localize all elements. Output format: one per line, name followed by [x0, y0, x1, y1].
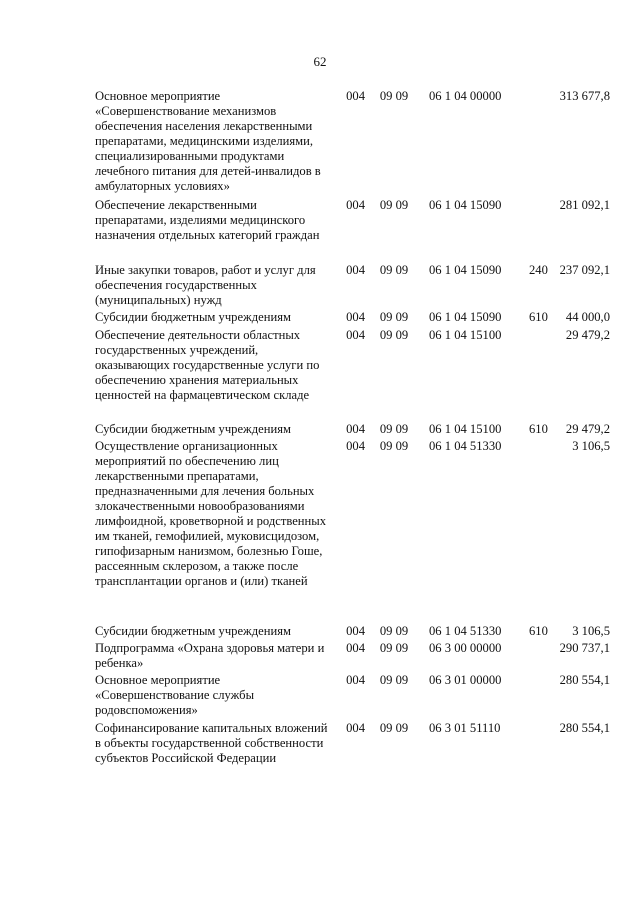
row-sum: 313 677,8 [559, 89, 610, 103]
row-sum: 29 479,2 [565, 422, 610, 436]
row-rzpr: 09 09 [379, 641, 409, 655]
row-csr: 06 1 04 15090 [429, 263, 502, 277]
row-rzpr: 09 09 [379, 422, 409, 436]
row-csr: 06 1 04 15100 [429, 328, 502, 342]
table-row [95, 624, 610, 639]
row-sum: 29 479,2 [565, 328, 610, 342]
row-ved: 004 [346, 310, 365, 324]
row-vr: 240 [529, 263, 548, 277]
row-sum: 237 092,1 [559, 263, 610, 277]
row-csr: 06 3 01 00000 [429, 673, 502, 687]
table-row [95, 263, 610, 308]
row-rzpr: 09 09 [379, 328, 409, 342]
row-ved: 004 [346, 439, 365, 453]
row-csr: 06 3 01 51110 [429, 721, 501, 735]
row-csr: 06 3 00 00000 [429, 641, 502, 655]
table-row [95, 673, 610, 718]
row-rzpr: 09 09 [379, 439, 409, 453]
table-row [95, 439, 610, 589]
row-name: Иные закупки товаров, работ и услуг для обеспечения государственных (муниципальных) нужд [95, 263, 316, 307]
row-vr: 610 [529, 624, 548, 638]
table-row [95, 328, 610, 403]
row-name: Субсидии бюджетным учреждениям [95, 310, 291, 324]
row-csr: 06 1 04 51330 [429, 624, 502, 638]
row-rzpr: 09 09 [379, 624, 409, 638]
row-name: Основное мероприятие «Совершенствование механизмов обеспечения населения лекарственными препаратами, медицинскими изделиями, специализированными продуктами лечебного питания для детей-инвалидов в амбулаторных условиях» [95, 89, 321, 193]
row-ved: 004 [346, 422, 365, 436]
row-rzpr: 09 09 [379, 89, 409, 103]
row-rzpr: 09 09 [379, 198, 409, 212]
row-sum: 281 092,1 [559, 198, 610, 212]
row-csr: 06 1 04 51330 [429, 439, 502, 453]
table-row [95, 310, 610, 325]
row-name: Подпрограмма «Охрана здоровья матери и ребенка» [95, 641, 325, 670]
row-ved: 004 [346, 198, 365, 212]
row-sum: 280 554,1 [559, 721, 610, 735]
row-vr: 610 [529, 422, 548, 436]
row-name: Обеспечение лекарственными препаратами, изделиями медицинского назначения отдельных категорий граждан [95, 198, 320, 242]
row-name: Обеспечение деятельности областных государственных учреждений, оказывающих государственные услуги по обеспечению хранения материальных ценностей на фармацевтическом складе [95, 328, 320, 402]
row-csr: 06 1 04 15090 [429, 310, 502, 324]
row-sum: 290 737,1 [559, 641, 610, 655]
row-rzpr: 09 09 [379, 263, 409, 277]
table-row [95, 89, 610, 194]
table-row [95, 721, 610, 766]
row-rzpr: 09 09 [379, 310, 409, 324]
row-name: Осуществление организационных мероприятий по обеспечению лиц лекарственными препаратами, предназначенными для лечения больных злокачественными новообразованиями лимфоидной, кроветворной и родственных им тканей, гемофилией, муковисцидозом, гипофизарным нанизмом, болезнью Гоше, рассеянным склерозом, а также после трансплантации органов и (или) тканей [95, 439, 327, 588]
row-ved: 004 [346, 673, 365, 687]
page-number: 62 [313, 54, 327, 69]
row-sum: 3 106,5 [572, 624, 610, 638]
row-rzpr: 09 09 [379, 673, 409, 687]
row-ved: 004 [346, 89, 365, 103]
row-ved: 004 [346, 624, 365, 638]
table-row [95, 198, 610, 243]
row-csr: 06 1 04 15100 [429, 422, 502, 436]
row-sum: 3 106,5 [572, 439, 610, 453]
row-rzpr: 09 09 [379, 721, 409, 735]
row-vr: 610 [529, 310, 548, 324]
row-name: Основное мероприятие «Совершенствование службы родовспоможения» [95, 673, 255, 717]
row-sum: 44 000,0 [565, 310, 610, 324]
row-name: Субсидии бюджетным учреждениям [95, 422, 291, 436]
table-row [95, 422, 610, 437]
row-ved: 004 [346, 641, 365, 655]
table-row [95, 641, 610, 671]
row-csr: 06 1 04 15090 [429, 198, 502, 212]
row-name: Субсидии бюджетным учреждениям [95, 624, 291, 638]
row-name: Софинансирование капитальных вложений в объекты государственной собственности субъектов Российской Федерации [95, 721, 328, 765]
row-csr: 06 1 04 00000 [429, 89, 502, 103]
row-ved: 004 [346, 721, 365, 735]
row-ved: 004 [346, 263, 365, 277]
row-ved: 004 [346, 328, 365, 342]
row-sum: 280 554,1 [559, 673, 610, 687]
